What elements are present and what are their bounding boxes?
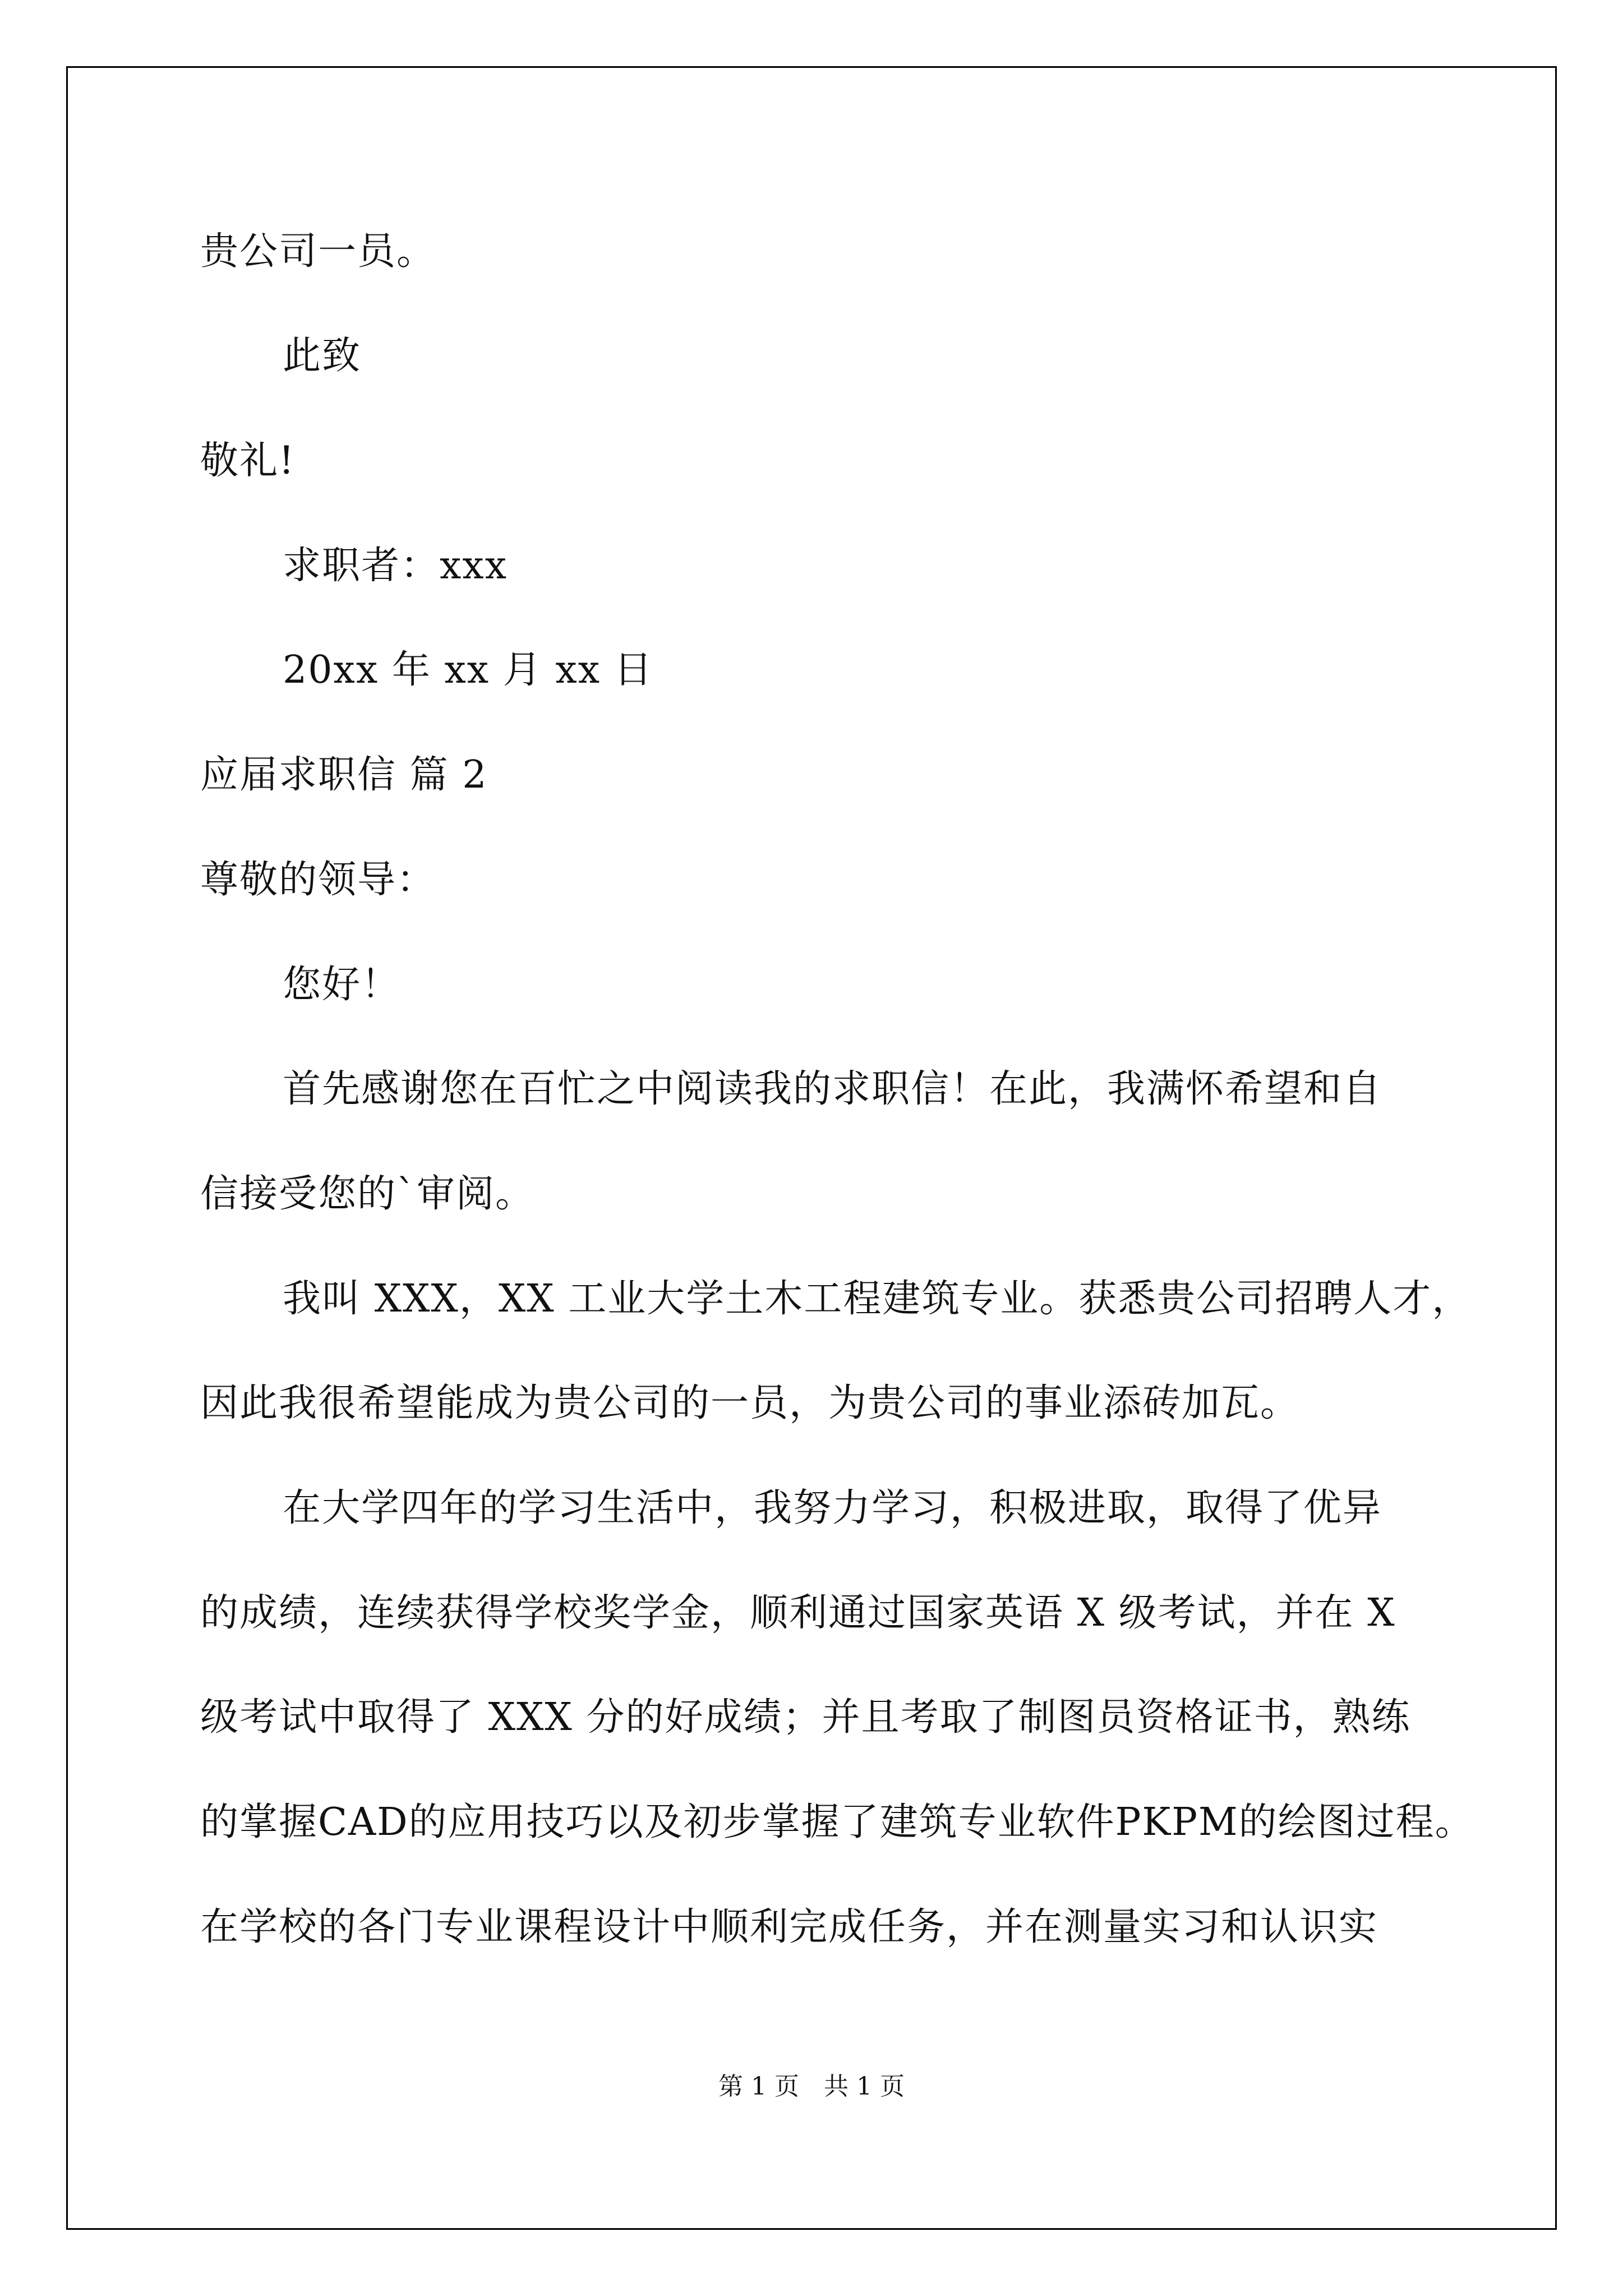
greeting-hello: 您好！ [283,963,401,1007]
paragraph-line: 信接受您的`审阅。 [200,1172,535,1216]
signature-applicant: 求职者：xxx [283,544,508,588]
paragraph-line: 的成绩，连续获得学校奖学金，顺利通过国家英语 X 级考试，并在 X [200,1591,1396,1635]
signature-date: 20xx 年 xx 月 xx 日 [283,648,653,692]
salutation-jingli: 敬礼! [200,439,296,483]
section-heading: 应届求职信 篇 2 [200,753,488,797]
paragraph-line: 在大学四年的学习生活中，我努力学习，积极进取，取得了优异 [283,1486,1382,1530]
paragraph-line: 级考试中取得了 XXX 分的好成绩；并且考取了制图员资格证书，熟练 [200,1695,1411,1740]
closing-line: 贵公司一员。 [200,229,436,274]
page-footer: 第 1 页 共 1 页 [718,2072,905,2101]
greeting-recipient: 尊敬的领导： [200,858,436,902]
paragraph-line: 我叫 XXX，XX 工业大学土木工程建筑专业。获悉贵公司招聘人才， [283,1277,1472,1321]
paragraph-line: 的掌握CAD的应用技巧以及初步掌握了建筑专业软件PKPM的绘图过程。 [200,1800,1474,1844]
paragraph-line: 首先感谢您在百忙之中阅读我的求职信！在此，我满怀希望和自 [283,1067,1382,1111]
paragraph-line: 因此我很希望能成为贵公司的一员，为贵公司的事业添砖加瓦。 [200,1381,1300,1425]
paragraph-line: 在学校的各门专业课程设计中顺利完成任务，并在测量实习和认识实 [200,1905,1378,1949]
salutation-cizhi: 此致 [283,334,362,378]
